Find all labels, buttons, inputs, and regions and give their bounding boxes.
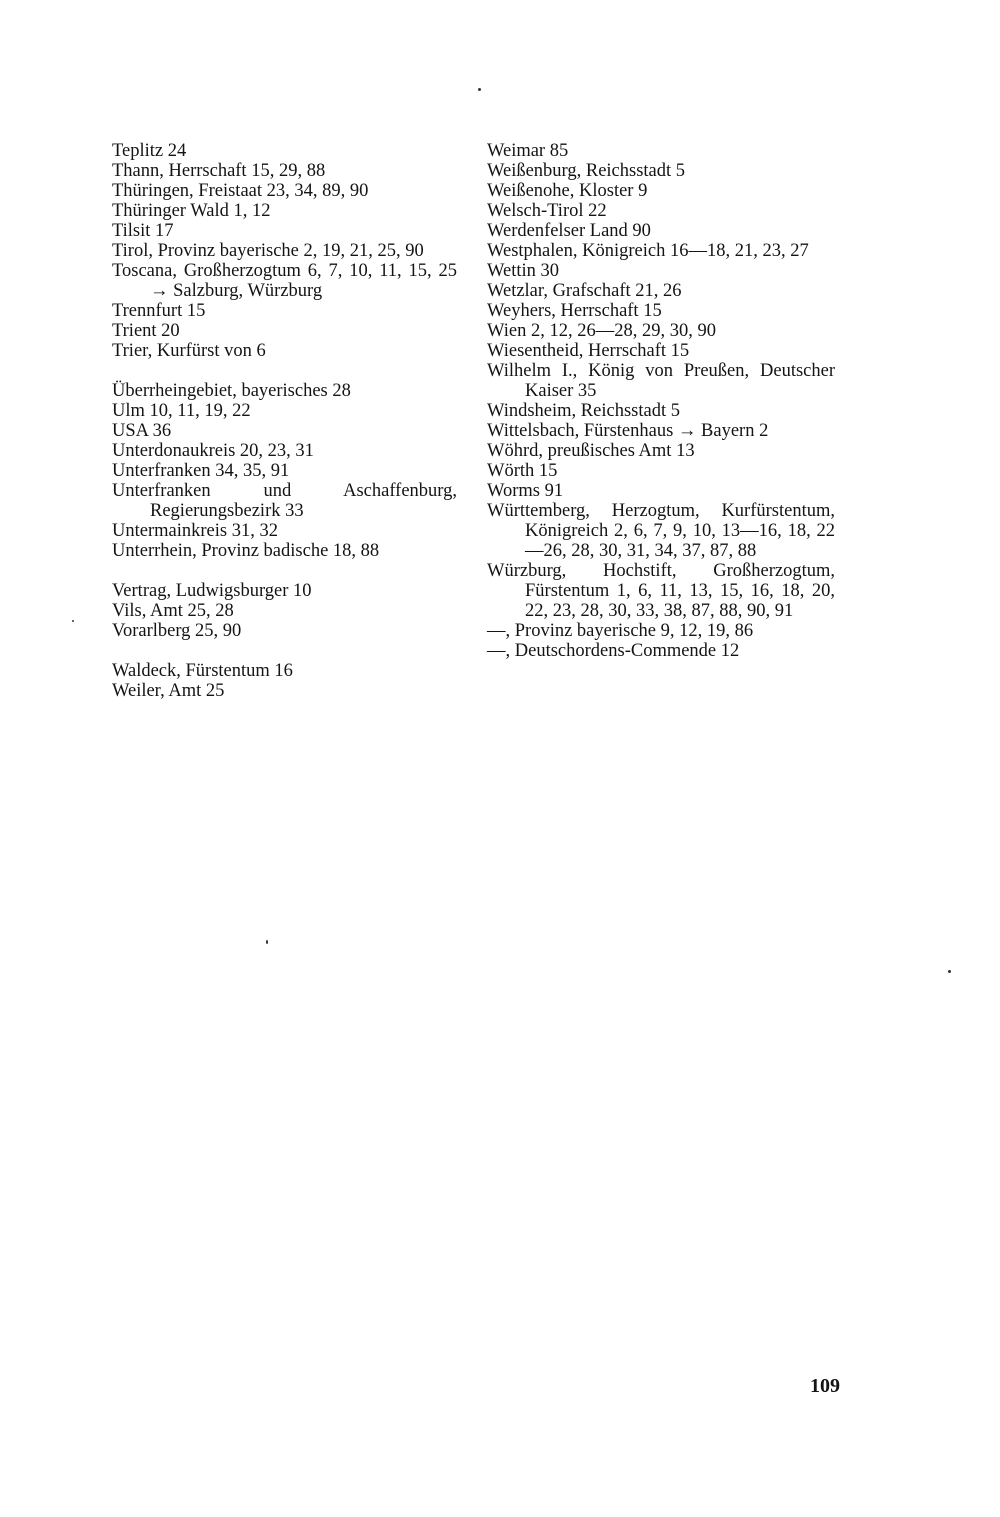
index-entry: Welsch-Tirol 22 bbox=[487, 201, 607, 221]
index-entry: Westphalen, Königreich 16—18, 21, 23, 27 bbox=[487, 241, 809, 261]
index-entry: Weimar 85 bbox=[487, 141, 569, 161]
index-entry: USA 36 bbox=[112, 421, 172, 441]
index-entry: Tirol, Provinz bayerische 2, 19, 21, 25, 90 bbox=[112, 241, 424, 261]
index-entry: Wörth 15 bbox=[487, 461, 558, 481]
index-entry: —, Deutschordens-Commende 12 bbox=[487, 641, 740, 661]
index-entry: Unterfranken 34, 35, 91 bbox=[112, 461, 290, 481]
index-entry: Weiler, Amt 25 bbox=[112, 681, 225, 701]
index-entry: Werdenfelser Land 90 bbox=[487, 221, 651, 241]
index-entry: Wetzlar, Grafschaft 21, 26 bbox=[487, 281, 682, 301]
index-entry: Wiesentheid, Herrschaft 15 bbox=[487, 341, 690, 361]
index-entry: Thann, Herrschaft 15, 29, 88 bbox=[112, 161, 326, 181]
index-column-right bbox=[487, 141, 835, 661]
index-entry: Wilhelm I., König von Preußen, Deutscher Kaiser 35 bbox=[487, 361, 835, 401]
index-group bbox=[487, 141, 835, 661]
index-entry: Vils, Amt 25, 28 bbox=[112, 601, 234, 621]
index-entry: Vorarlberg 25, 90 bbox=[112, 621, 242, 641]
index-entry: Weißenohe, Kloster 9 bbox=[487, 181, 648, 201]
index-entry: Unterfranken und Aschaffenburg, Regierungsbezirk 33 bbox=[112, 481, 457, 521]
scan-speck bbox=[266, 940, 268, 944]
index-entry: Trennfurt 15 bbox=[112, 301, 206, 321]
index-entry: Wettin 30 bbox=[487, 261, 559, 281]
index-entry: Toscana, Großherzogtum 6, 7, 10, 11, 15, 25 → Salzburg, Würzburg bbox=[112, 261, 457, 301]
index-entry: Württemberg, Herzogtum, Kurfürstentum, Königreich 2, 6, 7, 9, 10, 13—16, 18, 22—26, 28, 30, 31, 34, 37, 87, 88 bbox=[487, 501, 835, 561]
index-entry: Windsheim, Reichsstadt 5 bbox=[487, 401, 680, 421]
index-entry: Vertrag, Ludwigsburger 10 bbox=[112, 581, 312, 601]
index-entry: Ulm 10, 11, 19, 22 bbox=[112, 401, 251, 421]
index-entry: Weyhers, Herrschaft 15 bbox=[487, 301, 662, 321]
index-entry: Weißenburg, Reichsstadt 5 bbox=[487, 161, 686, 181]
index-group bbox=[112, 381, 457, 561]
index-entry: Unterrhein, Provinz badische 18, 88 bbox=[112, 541, 380, 561]
index-entry: —, Provinz bayerische 9, 12, 19, 86 bbox=[487, 621, 754, 641]
index-group bbox=[112, 581, 457, 641]
index-entry: Wien 2, 12, 26—28, 29, 30, 90 bbox=[487, 321, 716, 341]
index-entry: Überrheingebiet, bayerisches 28 bbox=[112, 381, 351, 401]
scan-speck bbox=[948, 970, 951, 973]
index-entry: Thüringer Wald 1, 12 bbox=[112, 201, 271, 221]
index-entry: Würzburg, Hochstift, Großherzogtum, Fürstentum 1, 6, 11, 13, 15, 16, 18, 20, 22, 23, 28, 30, 33, 38, 87, 88, 90, 91 bbox=[487, 561, 835, 621]
scan-speck bbox=[72, 620, 74, 622]
index-entry: Trier, Kurfürst von 6 bbox=[112, 341, 266, 361]
index-group bbox=[112, 661, 457, 701]
index-entry: Thüringen, Freistaat 23, 34, 89, 90 bbox=[112, 181, 369, 201]
page-number: 109 bbox=[810, 1375, 840, 1397]
index-column-left bbox=[112, 141, 457, 701]
index-entry: Tilsit 17 bbox=[112, 221, 174, 241]
index-entry: Untermainkreis 31, 32 bbox=[112, 521, 278, 541]
index-entry: Unterdonaukreis 20, 23, 31 bbox=[112, 441, 314, 461]
index-entry: Worms 91 bbox=[487, 481, 564, 501]
index-entry: Waldeck, Fürstentum 16 bbox=[112, 661, 293, 681]
index-entry: Trient 20 bbox=[112, 321, 180, 341]
index-entry: Teplitz 24 bbox=[112, 141, 187, 161]
index-entry: Wittelsbach, Fürstenhaus → Bayern 2 bbox=[487, 421, 769, 441]
scan-speck bbox=[478, 88, 481, 91]
index-entry: Wöhrd, preußisches Amt 13 bbox=[487, 441, 695, 461]
index-group bbox=[112, 141, 457, 361]
